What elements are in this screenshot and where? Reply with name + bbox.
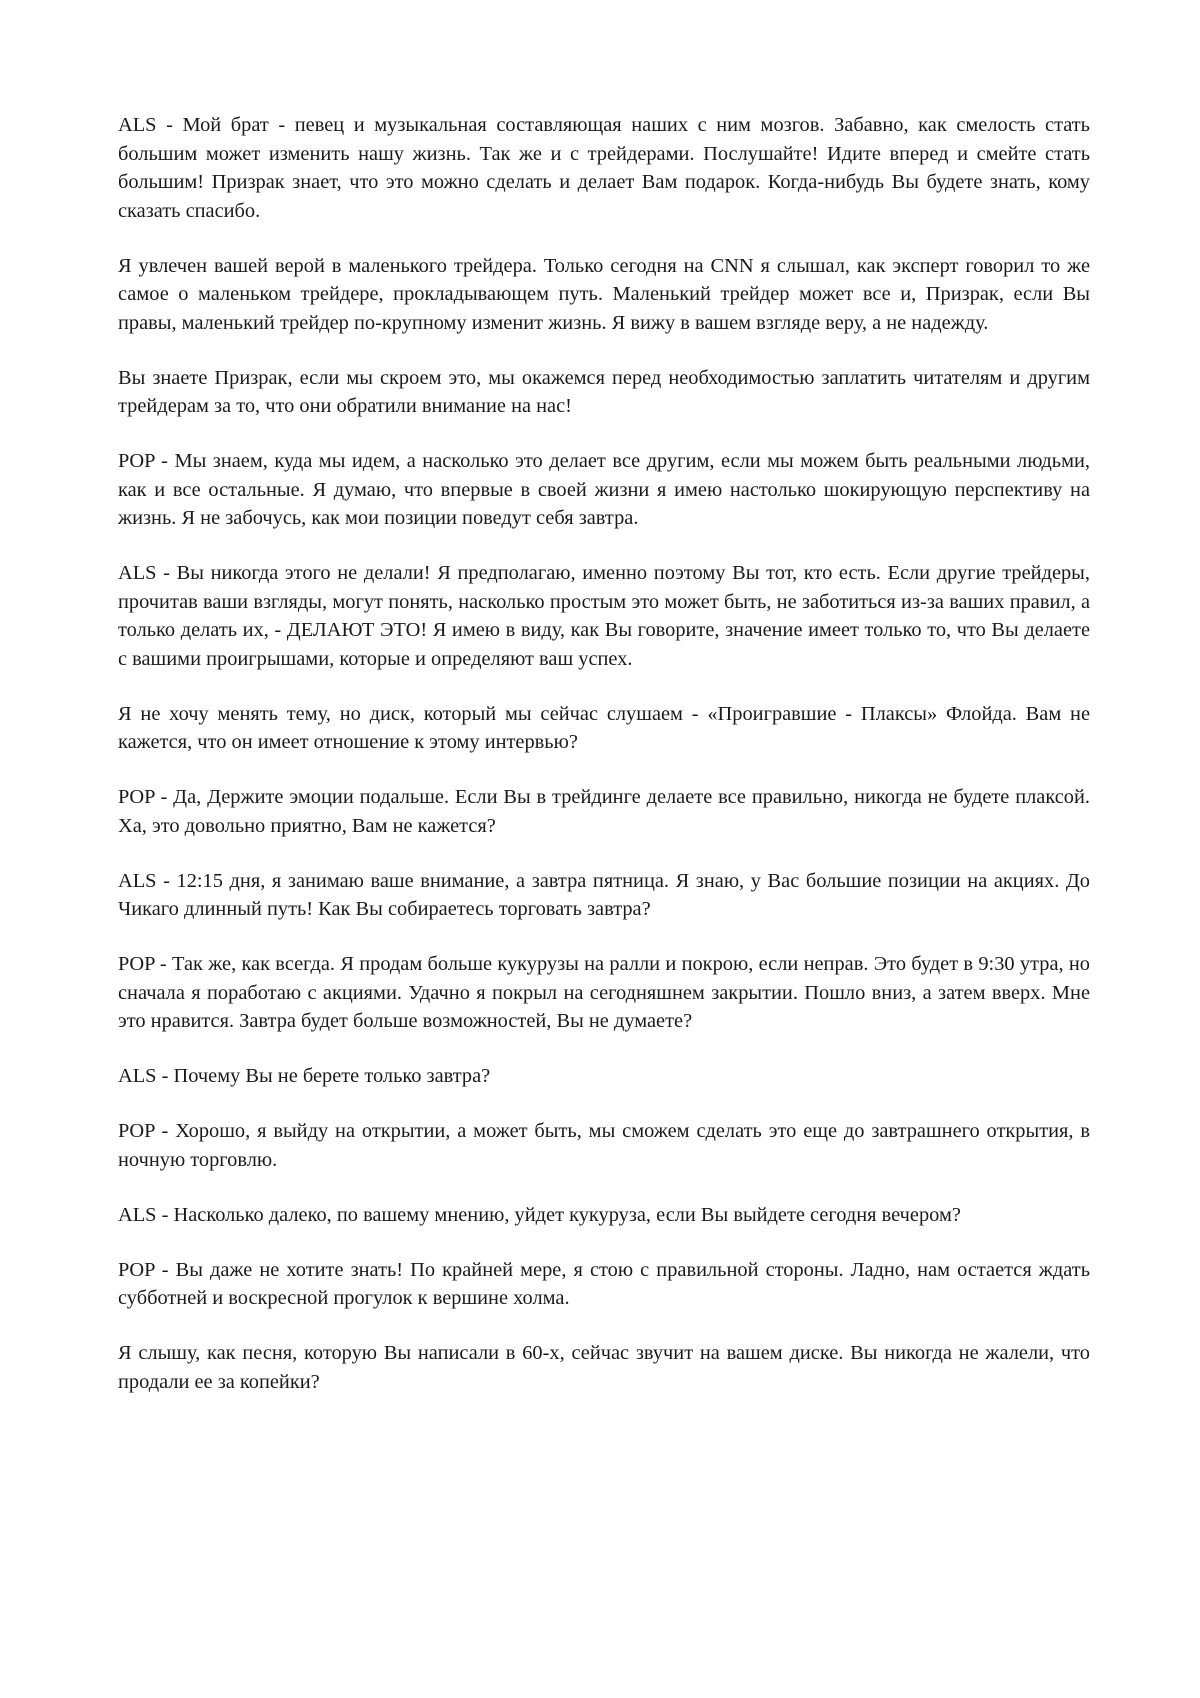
paragraph-5: ALS - Вы никогда этого не делали! Я предполагаю, именно поэтому Вы тот, кто есть. Если другие трейдеры, прочитав ваши взгляды, могут понять, насколько простым это может быть, не заботиться из-за ваших правил, а только делать их, - ДЕЛАЮТ ЭТО! Я имею в виду, как Вы говорите, значение имеет только то, что Вы делаете с вашими проигрышами, которые и определяют ваш успех. <box>118 562 1090 670</box>
paragraph-2: Я увлечен вашей верой в маленького трейдера. Только сегодня на CNN я слышал, как эксперт говорил то же самое о маленьком трейдере, прокладывающем путь. Маленький трейдер может все и, Призрак, если Вы правы, маленький трейдер по-крупному изменит жизнь. Я вижу в вашем взгляде веру, а не надежду. <box>118 254 1090 334</box>
paragraph-3: Вы знаете Призрак, если мы скроем это, мы окажемся перед необходимостью заплатить читателям и другим трейдерам за то, что они обратили внимание на нас! <box>118 366 1090 417</box>
paragraph-7: POP - Да, Держите эмоции подальше. Если Вы в трейдинге делаете все правильно, никогда не будете плаксой. Ха, это довольно приятно, Вам не кажется? <box>118 786 1090 837</box>
paragraph-14: Я слышу, как песня, которую Вы написали в 60-х, сейчас звучит на вашем диске. Вы никогда не жалели, что продали ее за копейки? <box>118 1342 1090 1393</box>
paragraph-9: POP - Так же, как всегда. Я продам больше кукурузы на ралли и покрою, если неправ. Это будет в 9:30 утра, но сначала я поработаю с акциями. Удачно я покрыл на сегодняшнем закрытии. Пошло вниз, а затем вверх. Мне это нравится. Завтра будет больше возможностей, Вы не думаете? <box>118 953 1090 1032</box>
paragraph-10: ALS - Почему Вы не берете только завтра? <box>118 1065 491 1087</box>
paragraph-4: POP - Мы знаем, куда мы идем, а насколько это делает все другим, если мы можем быть реальными людьми, как и все остальные. Я думаю, что впервые в своей жизни я имею настолько шокирующую перспективу на жизнь. Я не забочусь, как мои позиции поведут себя завтра. <box>118 450 1090 529</box>
paragraph-13: POP - Вы даже не хотите знать! По крайней мере, я стою с правильной стороны. Ладно, нам остается ждать субботней и воскресной прогулок к вершине холма. <box>118 1258 1090 1309</box>
paragraph-12: ALS - Насколько далеко, по вашему мнению, уйдет кукуруза, если Вы выйдете сегодня вечером? <box>118 1203 961 1226</box>
paragraph-1: ALS - Мой брат - певец и музыкальная составляющая наших с ним мозгов. Забавно, как смелость стать большим может изменить нашу жизнь. Так же и с трейдерами. Послушайте! Идите вперед и смейте стать большим! Призрак знает, что это можно сделать и делает Вам подарок. Когда-нибудь Вы будете знать, кому сказать спасибо. <box>118 114 1090 222</box>
paragraph-6: Я не хочу менять тему, но диск, который мы сейчас слушаем - «Проигравшие - Плаксы» Флойда. Вам не кажется, что он имеет отношение к этому интервью? <box>118 702 1090 753</box>
paragraph-8: ALS - 12:15 дня, я занимаю ваше внимание, а завтра пятница. Я знаю, у Вас большие позиции на акциях. До Чикаго длинный путь! Как Вы собираетесь торговать завтра? <box>118 869 1090 920</box>
paragraph-11: POP - Хорошо, я выйду на открытии, а может быть, мы сможем сделать это еще до завтрашнего открытия, в ночную торговлю. <box>118 1120 1090 1171</box>
